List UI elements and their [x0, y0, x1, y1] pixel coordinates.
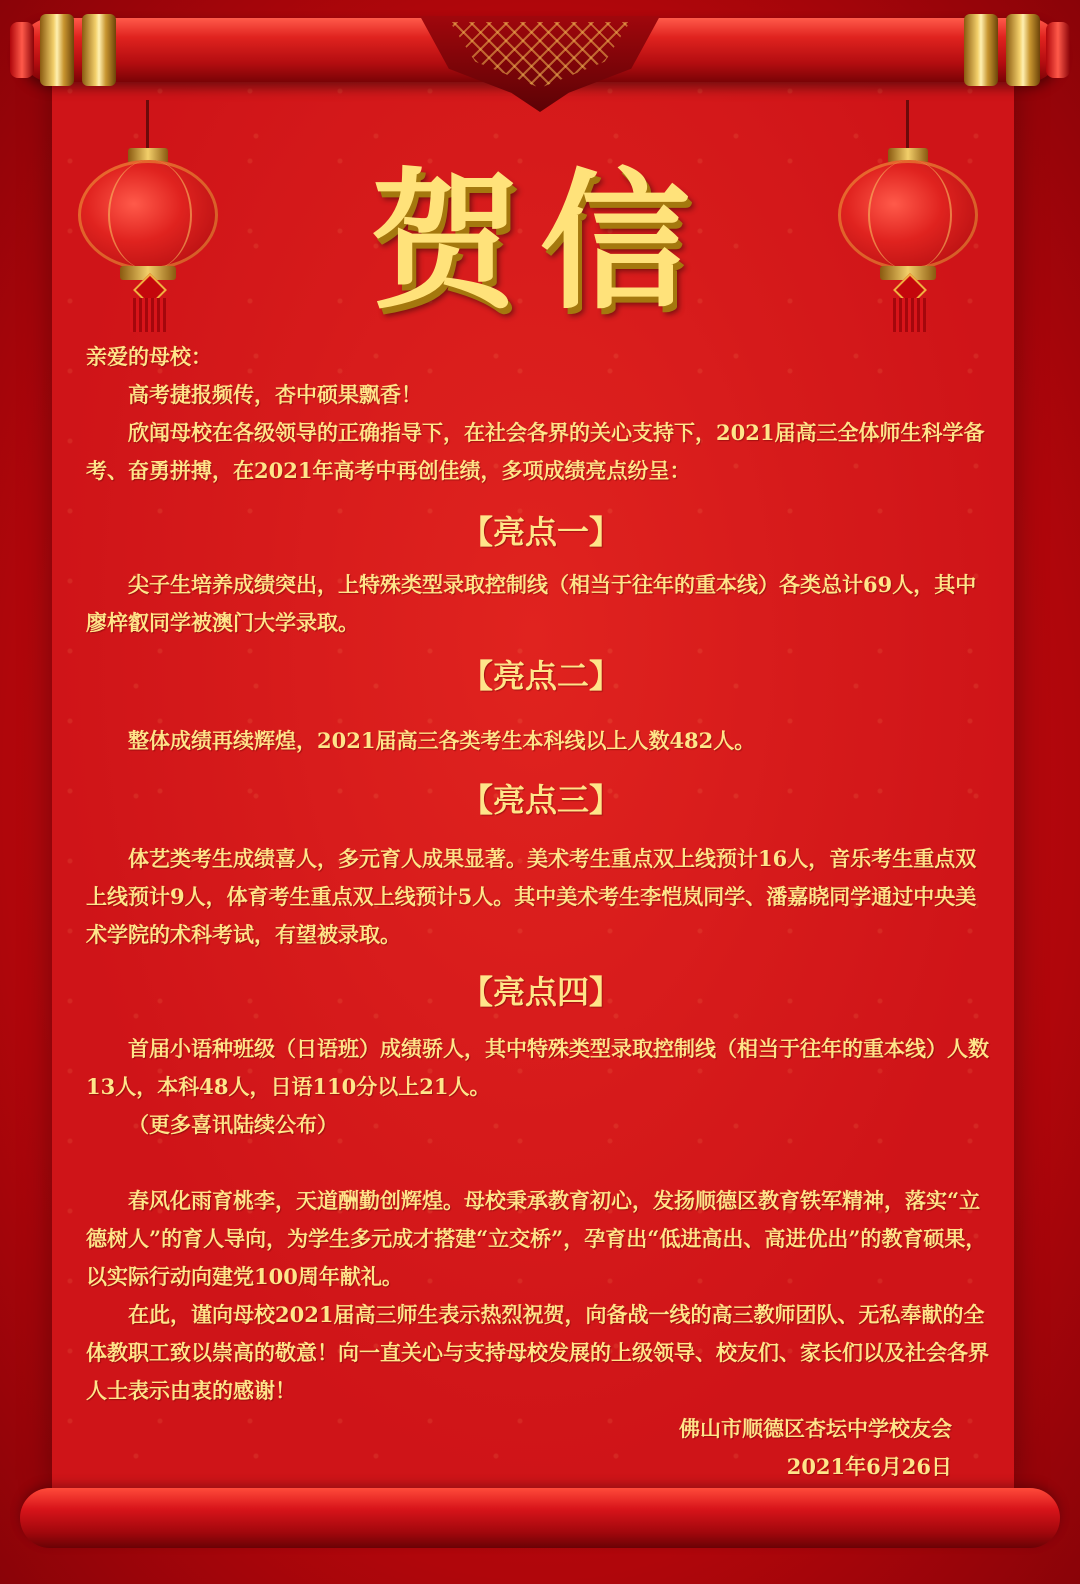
- letter-title: 贺信: [369, 156, 710, 330]
- intro-paragraph: 高考捷报频传，杏中硕果飘香！: [128, 382, 422, 407]
- rod-cap-gold-left-inner: [82, 14, 116, 86]
- highlight-heading: 【亮点一】: [460, 513, 622, 551]
- highlight-heading: 【亮点二】: [460, 657, 622, 695]
- closing-paragraph: 在此，谨向母校2021届高三师生表示热烈祝贺，向备战一线的高三教师团队、无私奉献的全体教职工致以崇高的敬意！向一直关心与支持母校发展的上级领导、校友们、家长们以及社会各界人士表示由衷的感谢！: [86, 1302, 989, 1403]
- signature-org: 佛山市顺德区杏坛中学校友会: [679, 1416, 952, 1441]
- highlight-paragraph: 尖子生培养成绩突出，上特殊类型录取控制线（相当于往年的重本线）各类总计69人，其中廖梓叡同学被澳门大学录取。: [86, 572, 977, 635]
- highlight-heading: 【亮点四】: [460, 973, 622, 1011]
- rod-end-left: [10, 22, 34, 78]
- rod-cap-gold-right-outer: [1006, 14, 1040, 86]
- highlight-heading: 【亮点三】: [460, 781, 622, 819]
- scroll-bottom-rod: [20, 1488, 1060, 1548]
- more-news-note: （更多喜讯陆续公布）: [128, 1112, 338, 1137]
- rod-cap-gold-left-outer: [40, 14, 74, 86]
- signature-date: 2021年6月26日: [786, 1454, 952, 1479]
- letter-body: [86, 338, 996, 1486]
- rod-end-right: [1046, 22, 1070, 78]
- highlight-paragraph: 体艺类考生成绩喜人，多元育人成果显著。美术考生重点双上线预计16人，音乐考生重点双上线预计9人，体育考生重点双上线预计5人。其中美术考生李恺岚同学、潘嘉晓同学通过中央美术学院的术科考试，有望被录取。: [86, 846, 977, 947]
- salutation: 亲爱的母校：: [86, 344, 212, 369]
- highlight-paragraph: 整体成绩再续辉煌，2021届高三各类考生本科线以上人数482人。: [128, 728, 756, 753]
- closing-paragraph: 春风化雨育桃李，天道酬勤创辉煌。母校秉承教育初心，发扬顺德区教育铁军精神，落实“立德树人”的育人导向，为学生多元成才搭建“立交桥”，孕育出“低进高出、高进优出”的教育硕果，以实际行动向建党100周年献礼。: [86, 1188, 987, 1289]
- highlight-paragraph: 首届小语种班级（日语班）成绩骄人，其中特殊类型录取控制线（相当于往年的重本线）人数13人，本科48人，日语110分以上21人。: [86, 1036, 989, 1099]
- rod-cap-gold-right-inner: [964, 14, 998, 86]
- intro-paragraph: 欣闻母校在各级领导的正确指导下，在社会各界的关心支持下，2021届高三全体师生科学备考、奋勇拼搏，在2021年高考中再创佳绩，多项成绩亮点纷呈：: [86, 420, 985, 483]
